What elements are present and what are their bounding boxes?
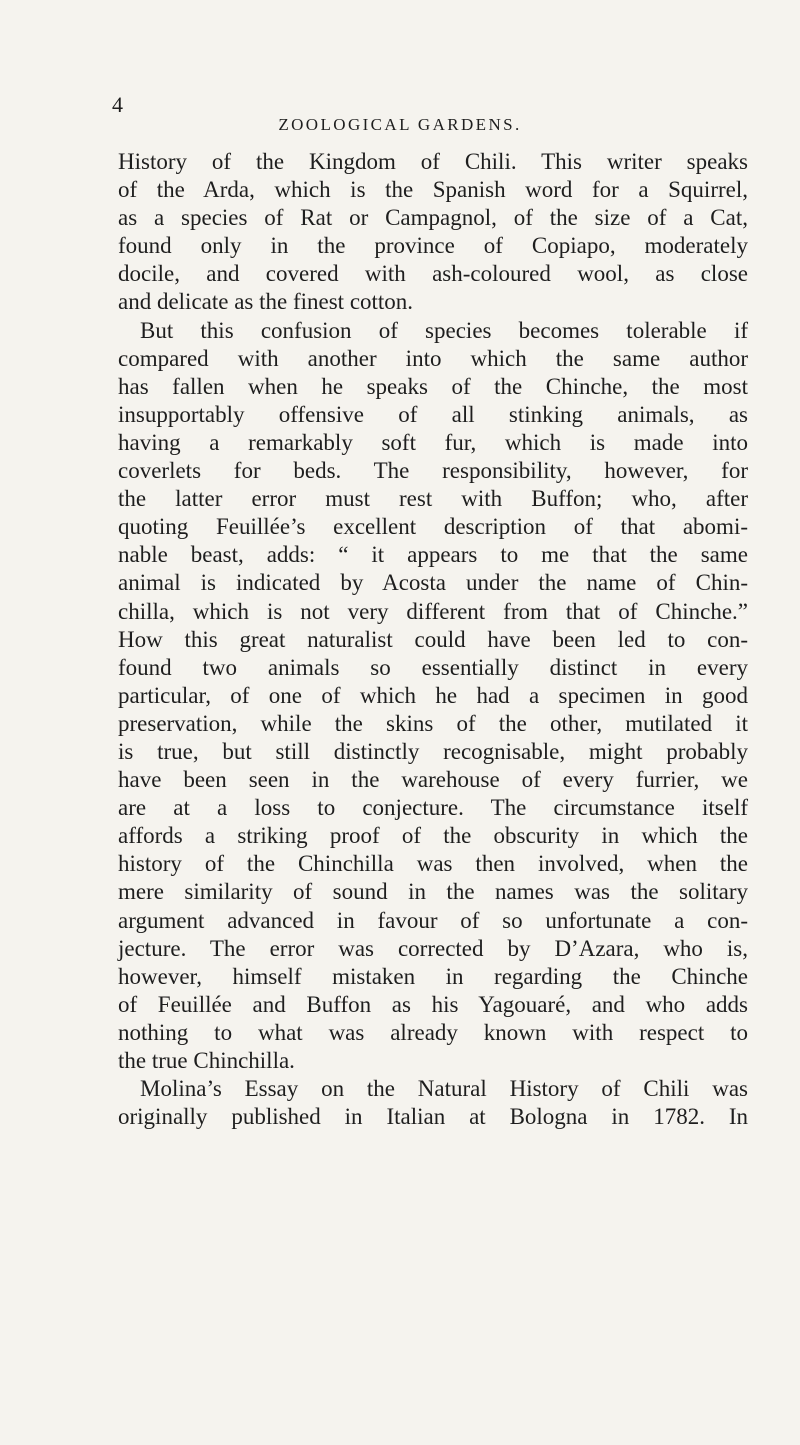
text-line: particular, of one of which he had a specimen in good — [118, 682, 748, 708]
text-line: the true Chinchilla. — [118, 1048, 295, 1073]
text-line: have been seen in the warehouse of every furrier, we — [118, 767, 748, 793]
text-line: Molina’s Essay on the Natural History of Chili was — [140, 1076, 748, 1102]
text-line: are at a loss to conjecture. The circumstance itself — [118, 795, 748, 821]
text-line: History of the Kingdom of Chili. This writer speaks — [118, 149, 748, 174]
text-line: nable beast, adds: “ it appears to me that the same — [118, 542, 748, 568]
text-line: How this great naturalist could have been led to con- — [118, 626, 748, 652]
text-line: found two animals so essentially distinct in every — [118, 654, 748, 680]
text-line: compared with another into which the same author — [118, 345, 748, 371]
paragraph-1 — [118, 148, 748, 317]
text-line: and delicate as the finest cotton. — [118, 289, 414, 315]
text-line: the latter error must rest with Buffon; who, after — [118, 486, 748, 512]
text-line: originally published in Italian at Bologna in 1782. In — [118, 1104, 748, 1130]
text-line: argument advanced in favour of so unfortunate a con- — [118, 907, 748, 933]
text-line: jecture. The error was corrected by D’Azara, who is, — [118, 935, 748, 961]
text-line: affords a striking proof of the obscurity in which the — [118, 823, 748, 849]
paragraph-2 — [118, 317, 748, 1076]
text-line: of the Arda, which is the Spanish word for a Squirrel, — [118, 177, 748, 203]
page-number: 4 — [112, 92, 123, 117]
text-line: preservation, while the skins of the other, mutilated it — [118, 710, 748, 736]
text-line: docile, and covered with ash-coloured wool, as close — [118, 261, 748, 287]
paragraph-3 — [118, 1075, 748, 1131]
text-line: is true, but still distinctly recognisable, might probably — [118, 738, 748, 764]
running-head: ZOOLOGICAL GARDENS. — [278, 115, 522, 134]
text-line: chilla, which is not very different from that of Chinche.” — [118, 598, 748, 624]
text-line: has fallen when he speaks of the Chinche, the most — [118, 373, 748, 399]
text-line: mere similarity of sound in the names was the solitary — [118, 879, 748, 905]
text-line: found only in the province of Copiapo, moderately — [118, 233, 748, 259]
text-line: animal is indicated by Acosta under the name of Chin- — [118, 570, 748, 596]
text-line: nothing to what was already known with respect to — [118, 1019, 748, 1045]
text-line: history of the Chinchilla was then involved, when the — [118, 851, 748, 877]
text-line: having a remarkably soft fur, which is made into — [118, 429, 748, 455]
text-line: insupportably offensive of all stinking animals, as — [118, 401, 748, 427]
text-line: coverlets for beds. The responsibility, however, for — [118, 458, 748, 484]
text-line: quoting Feuillée’s excellent description of that abomi- — [118, 514, 748, 540]
text-line: however, himself mistaken in regarding the Chinche — [118, 963, 748, 989]
body-text — [118, 148, 748, 1131]
text-line: of Feuillée and Buffon as his Yagouaré, and who adds — [118, 991, 748, 1017]
text-line: But this confusion of species becomes tolerable if — [140, 317, 748, 343]
text-line: as a species of Rat or Campagnol, of the size of a Cat, — [118, 205, 748, 231]
